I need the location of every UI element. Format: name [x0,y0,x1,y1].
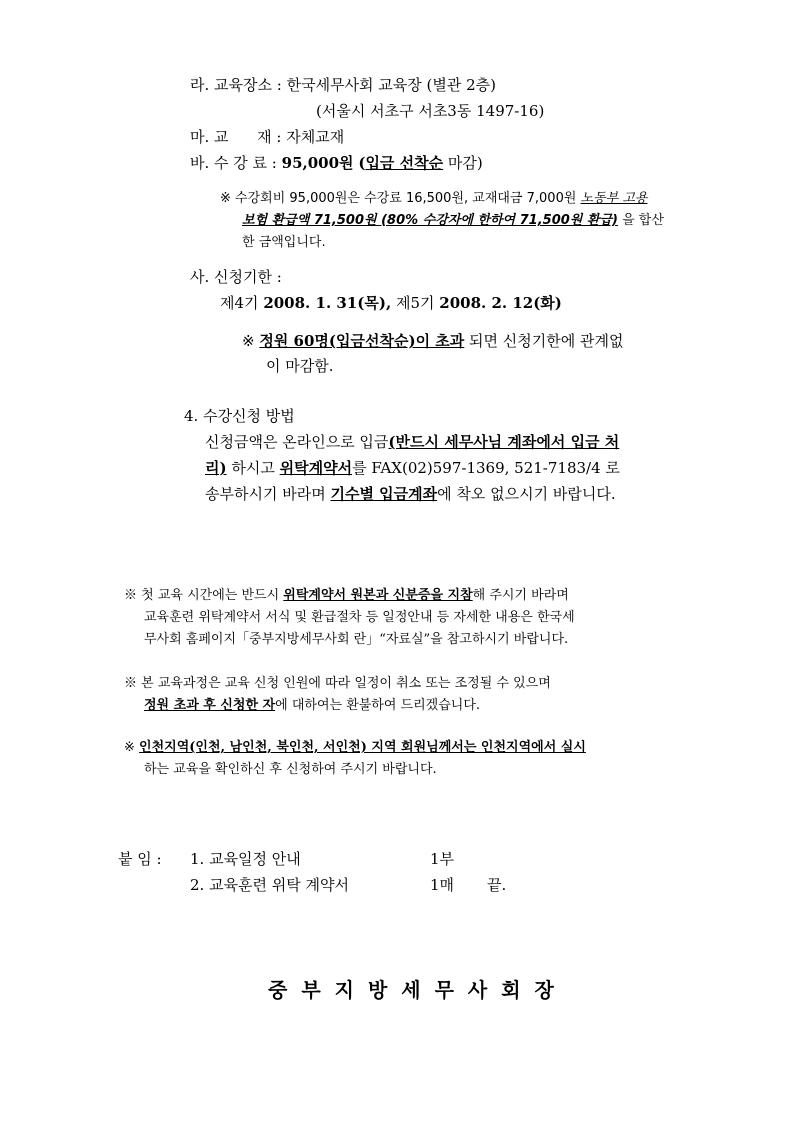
section4-line2-b: 를 FAX(02)597-1369, 521-7183/4 로 [352,459,620,477]
attachment-1: 1. 교육일정 안내 [190,850,301,868]
fee-note-line3: 한 금액입니다. [242,235,326,250]
item-ra-address: (서울시 서초구 서초3동 1497-16) [316,102,545,120]
section4-line2 [205,457,620,478]
note1-line3: 무사회 홈페이지「중부지방세무사회 란」“자료실”을 참고하시기 바랍니다. [144,632,569,647]
section4-line3 [205,483,616,504]
attachment-end: 끝. [487,876,507,894]
note2-line1 [124,672,551,691]
section4-line2-em2: 위탁계약서 [279,459,353,477]
note2-line2-b: 에 대하여는 환불하여 드리겠습니다. [275,698,481,713]
deadline-note-line2: 이 마감함. [266,357,334,375]
section4-line2-a: 하시고 [231,459,275,477]
section4-line3-b: 에 착오 없으시기 바랍니다. [437,485,616,503]
item-ra-text: 한국세무사회 교육장 (별관 2층) [286,76,497,94]
fee-deposit: 입금 선착순 [365,154,444,172]
note1-mark: ※ [124,588,138,603]
note3-line1 [124,736,586,755]
fee-note-line1-plain: 수강회비 95,000원은 수강료 16,500원, 교재대금 7,000원 [235,191,577,206]
item-ba [190,152,483,173]
section4-line1-plain: 신청금액은 온라인으로 입금 [205,433,389,451]
section4-line3-a: 송부하시기 바라며 [205,485,326,503]
term4-label: 제4기 [220,294,259,312]
note2-mark: ※ [124,676,138,691]
item-ma [190,126,344,147]
item-ma-label: 마. 교 재 : [190,128,282,146]
note1-line1-em: 위탁계약서 원본과 신분증을 지참 [283,588,473,603]
note3-line2: 하는 교육을 확인하신 후 신청하여 주시기 바랍니다. [144,762,437,777]
fee-amount: 95,000원 [281,154,354,172]
attachment-1-qty: 1부 [430,850,455,868]
item-sa-dates [220,292,562,313]
deadline-note-em: 정원 60명(입금선착순)이 초과 [259,332,465,350]
fee-note-mark: ※ [220,191,231,206]
fee-note-line2-plain: 을 합산 [622,213,664,228]
fee-close: 마감) [447,154,483,172]
note1-line1-b: 해 주시기 바라며 [472,588,569,603]
section4-line1 [205,431,619,452]
fee-open-paren: ( [358,154,366,172]
fee-note-line2 [242,209,664,228]
deadline-note-rest: 되면 신청기한에 관계없 [469,332,624,350]
section4-line1-em: (반드시 세무사님 계좌에서 입금 처 [388,433,620,451]
note2-line2 [144,694,480,713]
item-sa-label: 사. 신청기한 : [190,268,282,286]
note2-line1-text: 본 교육과정은 교육 신청 인원에 따라 일정이 취소 또는 조정될 수 있으며 [141,676,551,691]
section4-line3-em: 기수별 입금계좌 [330,485,438,503]
term5-label: 제5기 [395,294,435,312]
note1-line2: 교육훈련 위탁계약서 서식 및 환급절차 등 일정안내 등 자세한 내용은 한국세 [144,610,575,625]
note2-line2-em: 정원 초과 후 신청한 자 [144,698,276,713]
item-ba-label: 바. 수 강 료 : [190,154,277,172]
item-ra [190,74,496,95]
section4-line2-em: 리) [205,459,227,477]
term4-date: 2008. 1. 31(목), [263,294,392,312]
term5-date: 2008. 2. 12(화) [439,294,562,312]
attachment-2-qty: 1매 [430,876,455,894]
deadline-note-line1 [242,330,623,351]
item-ra-label: 라. 교육장소 : [190,76,282,94]
fee-note-line2-em: 보험 환급액 71,500원 (80% 수강자에 한하여 71,500원 환급) [242,213,618,228]
deadline-note-mark: ※ [242,332,255,350]
fee-note-line1-em: 노동부 고용 [580,191,648,206]
note3-line1-em: 인천지역(인천, 남인천, 북인천, 서인천) 지역 회원님께서는 인천지역에서 실시 [139,740,586,755]
note1-line1-a: 첫 교육 시간에는 반드시 [141,588,280,603]
issuer-signature: 중부지방세무사회장 [268,978,568,1002]
attachment-2: 2. 교육훈련 위탁 계약서 [190,876,350,894]
note3-mark: ※ [124,740,135,755]
note1-line1 [124,584,569,603]
fee-note-line1 [220,187,647,206]
item-ma-text: 자체교재 [286,128,345,146]
section4-heading: 4. 수강신청 방법 [184,407,295,425]
attachments-label: 붙 임 : [118,850,162,868]
